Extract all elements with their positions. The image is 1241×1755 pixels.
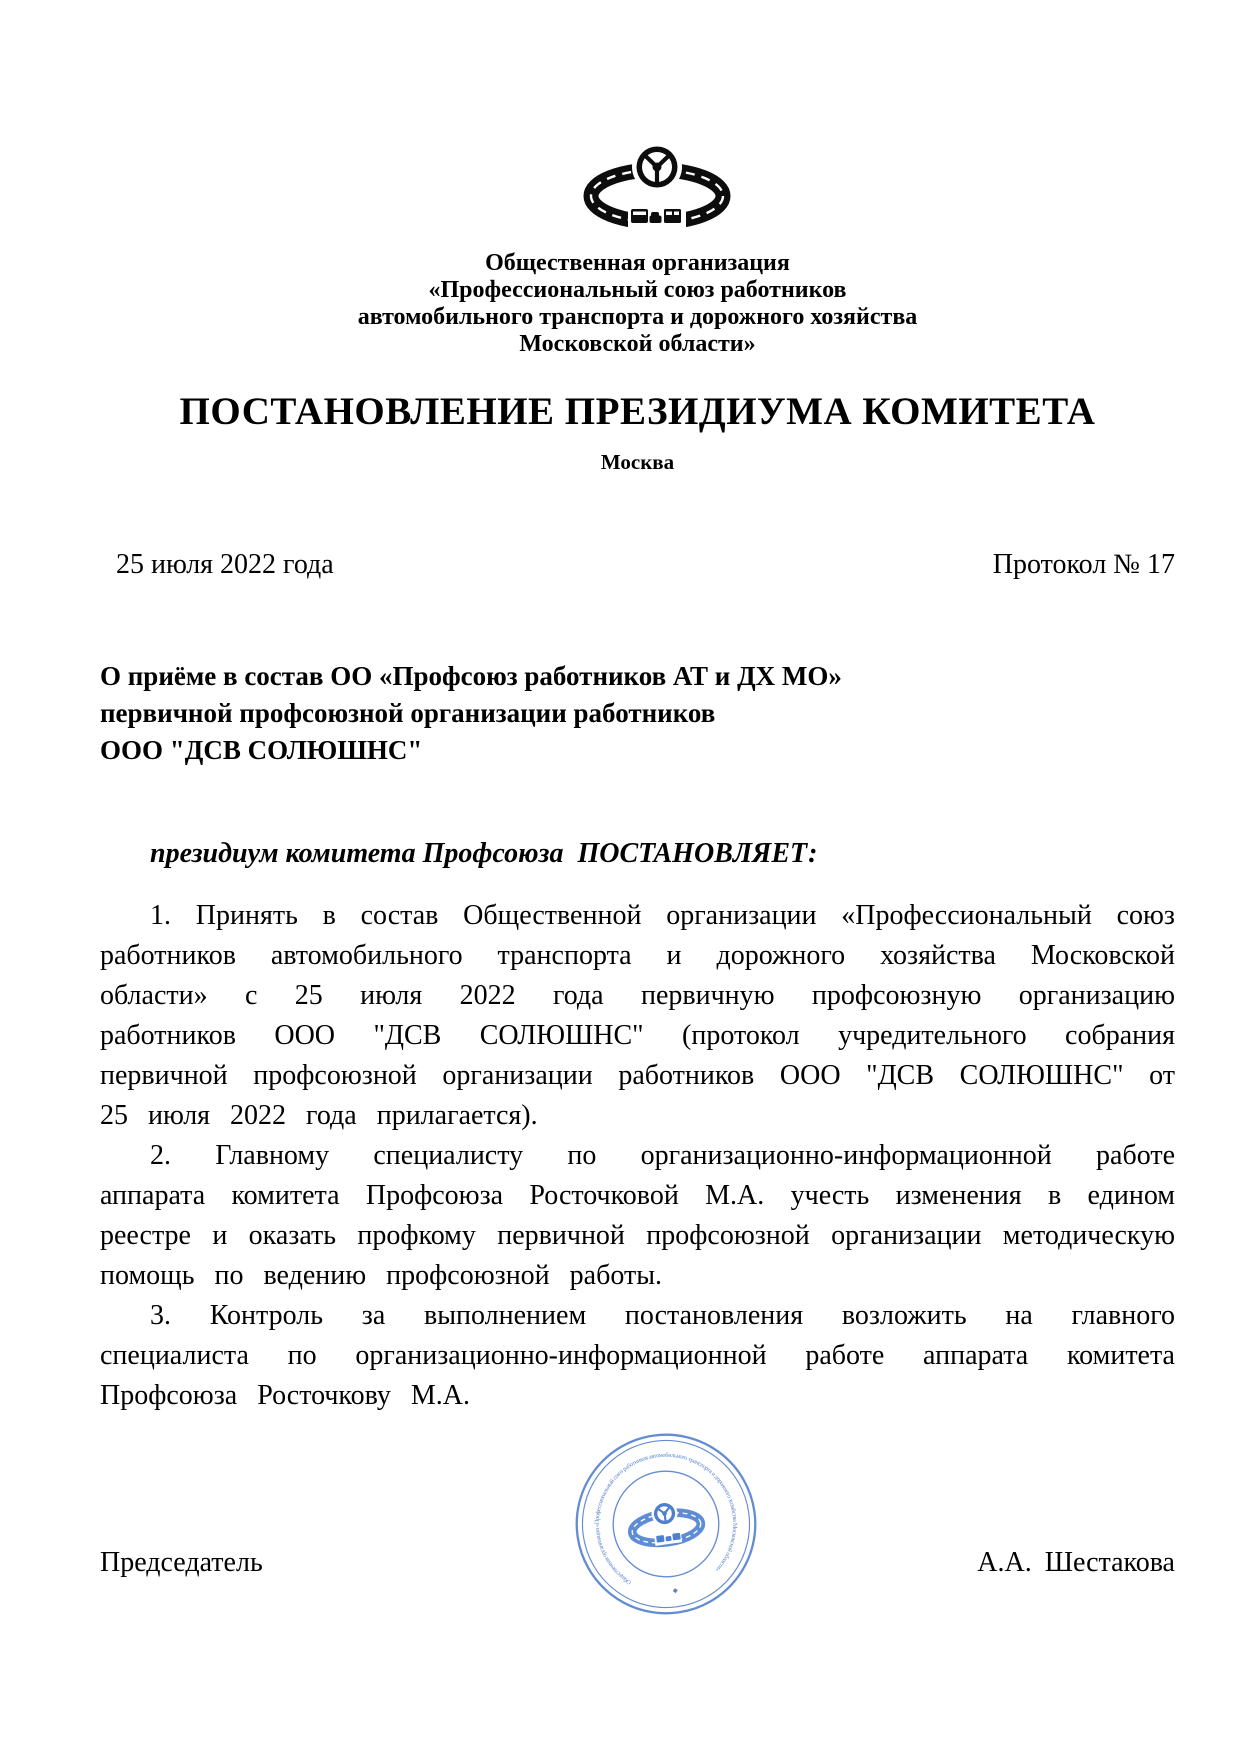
document-date: 25 июля 2022 года: [116, 549, 334, 580]
org-header-line: Московской области»: [519, 331, 756, 357]
city-label: Москва: [600, 450, 675, 474]
union-transport-emblem-icon: [582, 146, 732, 231]
org-header: [100, 250, 1175, 358]
resolution-paragraph-2: 2. Главному специалисту по организационно-информационной работе аппарата комитета Профсоюза Росточковой М.А. учесть изменения в едином реестре и оказать профкому первичной профсоюзной организации методическую помощь по ведению профсоюзной работы.: [100, 1140, 1175, 1291]
stamp-ring-text: Общественная организация «Профессиональный союз работников автомобильного транспорта и дорожного хозяйства Московской области»: [594, 1452, 738, 1586]
stamp-emblem-icon: [629, 1496, 704, 1549]
meta-row: [100, 548, 1175, 582]
round-stamp-icon: [570, 1428, 762, 1620]
signature-role: Председатель: [100, 1547, 263, 1578]
subject-line: первичной профсоюзной организации работников: [100, 698, 716, 728]
subject-line: ООО "ДСВ СОЛЮШНС": [100, 735, 423, 765]
resolution-body: [100, 896, 1175, 1416]
org-header-line: автомобильного транспорта и дорожного хозяйства: [357, 304, 918, 330]
subject-line: О приёме в состав ОО «Профсоюз работников АТ и ДХ МО»: [100, 661, 842, 691]
resolution-paragraph-3: 3. Контроль за выполнением постановления возложить на главного специалиста по организационно-информационной работе аппарата комитета Профсоюза Росточкову М.А.: [100, 1300, 1175, 1411]
document-title: ПОСТАНОВЛЕНИЕ ПРЕЗИДИУМА КОМИТЕТА: [179, 390, 1096, 433]
stamp: [570, 1428, 762, 1620]
org-header-line: Общественная организация: [485, 250, 790, 276]
stamp-separator: ◆: [672, 1587, 679, 1595]
signature-name: А.А. Шестакова: [977, 1547, 1175, 1578]
protocol-number: Протокол № 17: [992, 549, 1175, 580]
org-header-line: «Профессиональный союз работников: [428, 277, 847, 303]
union-logo: [582, 146, 732, 231]
resolution-paragraph-1: 1. Принять в состав Общественной организации «Профессиональный союз работников автомобильного транспорта и дорожного хозяйства Московской области» с 25 июля 2022 года первичную профсоюзную организацию работников ООО "ДСВ СОЛЮШНС" (протокол учредительного собрания первичной профсоюзной организации работников ООО "ДСВ СОЛЮШНС" от 25 июля 2022 года прилагается).: [100, 900, 1175, 1131]
resolution-intro: президиум комитета Профсоюза ПОСТАНОВЛЯЕТ:: [150, 838, 818, 869]
subject-block: [100, 658, 1175, 769]
